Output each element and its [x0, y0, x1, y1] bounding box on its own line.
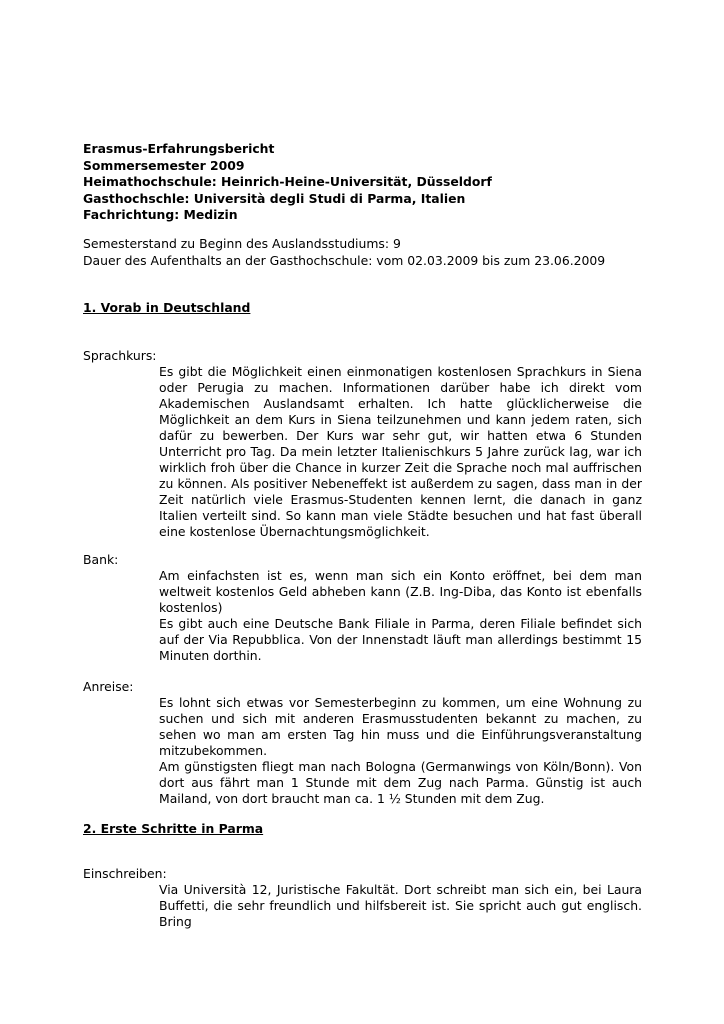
report-field-of-study: Fachrichtung: Medizin	[83, 207, 238, 222]
report-semester: Sommersemester 2009	[83, 157, 245, 173]
paragraph: Am einfachsten ist es, wenn man sich ein Konto eröffnet, bei dem man weltweit kostenlos Geld abheben kann (Z.B. Ing-Diba, das Konto ist ebenfalls kostenlos)	[159, 568, 642, 615]
section-heading-vorab: 1. Vorab in Deutschland	[83, 300, 251, 315]
report-host-university: Gasthochschle: Università degli Studi di Parma, Italien	[83, 190, 466, 206]
item-text-bank	[159, 568, 642, 664]
paragraph: Es lohnt sich etwas vor Semesterbeginn zu kommen, um eine Wohnung zu suchen und sich mit anderen Erasmusstudenten bekannt zu machen, zu sehen wo man am ersten Tag hin muss und die Einführungsveranstaltung mitzubekommen.	[159, 695, 642, 758]
item-text-einschreiben	[159, 882, 642, 930]
report-home-university: Heimathochschule: Heinrich-Heine-Universität, Düsseldorf	[83, 174, 492, 189]
semester-status: Semesterstand zu Beginn des Auslandsstudiums: 9	[83, 236, 401, 251]
item-label-sprachkurs: Sprachkurs:	[83, 348, 157, 363]
item-text-anreise	[159, 695, 642, 807]
item-label-einschreiben: Einschreiben:	[83, 866, 167, 881]
item-label-bank: Bank:	[83, 552, 119, 567]
paragraph: Via Università 12, Juristische Fakultät. Dort schreibt man sich ein, bei Laura Buffetti, die sehr freundlich und hilfsbereit ist. Sie spricht auch gut englisch. Bring	[159, 882, 642, 929]
item-label-anreise: Anreise:	[83, 679, 134, 694]
report-header	[83, 141, 643, 224]
section-heading-erste-schritte: 2. Erste Schritte in Parma	[83, 821, 264, 836]
stay-duration: Dauer des Aufenthalts an der Gasthochschule: vom 02.03.2009 bis zum 23.06.2009	[83, 252, 606, 268]
item-text-sprachkurs	[159, 364, 642, 540]
paragraph: Es gibt die Möglichkeit einen einmonatigen kostenlosen Sprachkurs in Siena oder Perugia zu machen. Informationen darüber habe ich direkt vom Akademischen Auslandsamt erhalten. Ich hatte glücklicherweise die Möglichkeit an dem Kurs in Siena teilzunehmen und kann jedem raten, sich dafür zu bewerben. Der Kurs war sehr gut, wir hatten etwa 6 Stunden Unterricht pro Tag. Da mein letzter Italienischkurs 5 Jahre zurück lag, war ich wirklich froh über die Chance in kurzer Zeit die Sprache noch mal auffrischen zu können. Als positiver Nebeneffekt ist außerdem zu sagen, dass man in der Zeit natürlich viele Erasmus-Studenten kennen lernt, die danach in ganz Italien verteilt sind. So kann man viele Städte besuchen und hat fast überall eine kostenlose Übernachtungsmöglichkeit.	[159, 364, 642, 539]
paragraph: Es gibt auch eine Deutsche Bank Filiale in Parma, deren Filiale befindet sich auf der Via Repubblica. Von der Innenstadt läuft man allerdings bestimmt 15 Minuten dorthin.	[159, 616, 642, 663]
report-meta	[83, 236, 643, 269]
paragraph: Am günstigsten fliegt man nach Bologna (Germanwings von Köln/Bonn). Von dort aus fährt man 1 Stunde mit dem Zug nach Parma. Günstig ist auch Mailand, von dort braucht man ca. 1 ½ Stunden mit dem Zug.	[159, 759, 642, 806]
report-title: Erasmus-Erfahrungsbericht	[83, 141, 275, 156]
